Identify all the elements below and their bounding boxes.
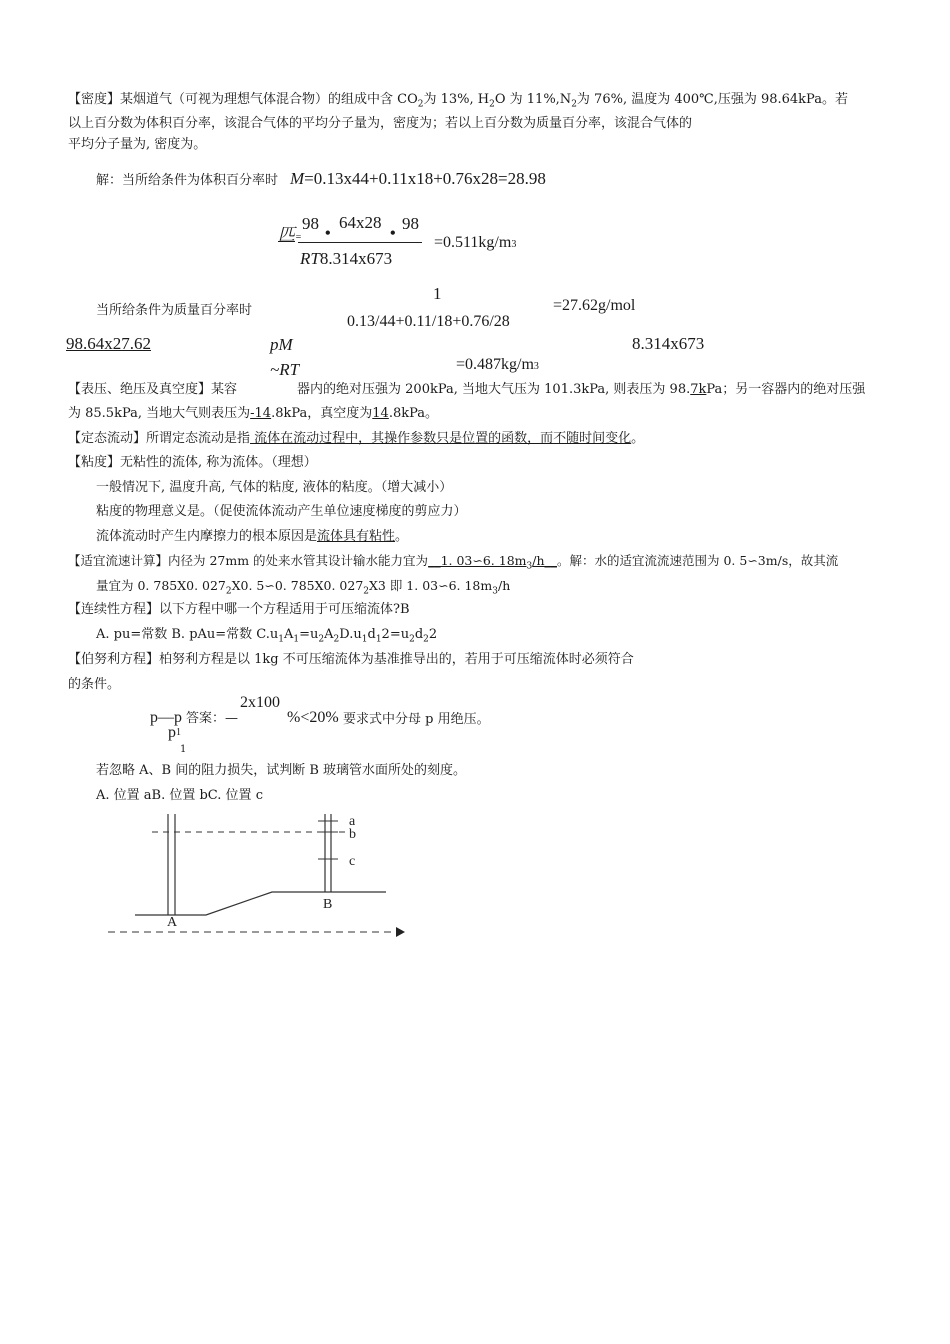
subscript: 3 [492, 586, 498, 597]
viscosity-line-2: 一般情况下, 温度升高, 气体的粘度, 液体的粘度。（增大减小） [96, 480, 453, 495]
density-line-1 [68, 91, 848, 114]
text: 2 [428, 627, 438, 642]
denominator [300, 250, 392, 268]
equals: = [295, 232, 302, 243]
continuity-options [96, 626, 437, 649]
density-line-2: 以上百分数为体积百分率，该混合气体的平均分子量为，密度为；若以上百分数为质量百分率，该混合气体的 [68, 116, 693, 131]
value: =0.487kg/m [456, 356, 534, 373]
gauge-line-2 [68, 405, 438, 423]
text: O 为 11%,N [494, 92, 572, 107]
viscosity-line-1: 【粘度】无粘性的流体, 称为流体。（理想） [68, 455, 317, 470]
superscript: 3 [533, 361, 539, 372]
flow-arrowhead [396, 927, 405, 937]
density-line-3: 平均分子量为, 密度为。 [68, 137, 207, 152]
underlined-value: -14 [250, 406, 272, 421]
continuity-question: 【连续性方程】以下方程中哪一个方程适用于可压缩流体?B [68, 602, 410, 617]
text: 2=u [381, 627, 410, 642]
pipe-diagram [100, 812, 420, 942]
fraction-bar-1 [298, 242, 422, 243]
text: 。 [631, 431, 645, 446]
numerator-b: 64x28 [339, 213, 382, 232]
flowrate-line-1 [68, 552, 838, 576]
den-8314: 8.314x673 [632, 334, 705, 353]
text: Pa；另一容器内的绝对压强 [706, 382, 866, 397]
underlined-answer: 流体在流动过程中，其操作参数只是位置的函数，而不随时间变化 [250, 431, 632, 446]
p: p [168, 724, 176, 741]
text: 为 13%, H [423, 92, 490, 107]
label-A: A [167, 915, 178, 930]
dot-1: • [325, 225, 331, 242]
rho-symbol [278, 226, 302, 247]
text: 。 [395, 529, 409, 544]
text: 【密度】某烟道气（可视为理想气体混合物）的组成中含 CO [68, 92, 418, 107]
text: X0. 5∽0. 785X0. 027 [231, 578, 364, 593]
underlined-answer: /h__ [532, 553, 557, 568]
pm-symbol: pM [270, 335, 293, 354]
rt-symbol: RT [300, 249, 320, 268]
bernoulli-percent: %<20% [287, 709, 339, 726]
text: d [367, 627, 376, 642]
subscript: 1 [176, 727, 181, 738]
subscript: 2 [363, 586, 369, 597]
text: 【表压、绝压及真空度】某容 [68, 382, 238, 397]
text: D.u [339, 627, 362, 642]
text: 【定态流动】所谓定态流动是指 [68, 431, 251, 446]
gauge-line-1 [68, 381, 865, 399]
label-c: c [349, 854, 356, 869]
value: =0.511kg/m [434, 234, 512, 251]
expression: =0.13x44+0.11x18+0.76x28=28.98 [304, 169, 546, 188]
text: 。解：水的适宜流流速范围为 0. 5∽3m/s，故其流 [557, 553, 839, 568]
bernoulli-requirement: 要求式中分母 p 用绝压。 [343, 712, 490, 727]
bernoulli-answer-label: 答案：— [186, 711, 239, 726]
text: 器内的绝对压强为 200kPa, 当地大气压为 101.3kPa, 则表压为 98. [297, 382, 691, 397]
subscript: 2 [417, 99, 424, 110]
text: Pa。 [409, 406, 439, 421]
text: A [284, 627, 294, 642]
rt-symbol: ~RT [270, 360, 300, 379]
bernoulli-p1 [168, 724, 181, 742]
subscript: 1 [293, 634, 300, 645]
bernoulli-options: A. 位置 aB. 位置 bC. 位置 c [96, 788, 263, 803]
text: 流体流动时产生内摩擦力的根本原因是 [96, 529, 318, 544]
text: .8k [388, 406, 410, 421]
underlined-value: 7k [690, 382, 707, 397]
subscript: 1 [361, 634, 368, 645]
subscript: 2 [571, 99, 577, 110]
bernoulli-numerator: 2x100 [240, 694, 280, 711]
solution-intro: 解：当所给条件为体积百分率时 [96, 173, 279, 188]
subscript: 3 [526, 561, 533, 572]
subscript: 2 [225, 586, 232, 597]
result-density-1 [434, 234, 516, 254]
text: A. pu=常数 B. pAu=常数 C.u [96, 627, 279, 642]
numerator-c: 98 [402, 214, 419, 233]
text: X3 即 1. 03∽6. 18m [369, 578, 493, 593]
den-value: 8.314x673 [319, 249, 393, 268]
text: 【适宜流速计算】内径为 27mm 的处来水管其设计输水能力宜为 [68, 553, 429, 568]
pipe-profile [135, 892, 386, 915]
bernoulli-question: 若忽略 A、B 间的阻力损失，试判断 B 玻璃管水面所处的刻度。 [96, 763, 467, 778]
subscript: 1 [278, 634, 285, 645]
fraction-denominator: 0.13/44+0.11/18+0.76/28 [347, 313, 510, 330]
steady-flow-line [68, 430, 644, 448]
rho: 匹 [278, 225, 295, 244]
numerator-98: 98.64x27.62 [66, 334, 151, 353]
subscript: 2 [333, 634, 340, 645]
text: /h [497, 578, 511, 593]
numerator-a: 98 [302, 214, 319, 233]
text: .8k [271, 406, 292, 421]
text: 为 85.5kPa, 当地大气则表压为 [68, 406, 251, 421]
dot-2: • [390, 225, 396, 242]
result-molar-mass-2: =27.62g/mol [553, 297, 636, 314]
bernoulli-line-2: 的条件。 [68, 677, 121, 692]
subscript: 1 [375, 634, 382, 645]
mass-intro: 当所给条件为质量百分率时 [96, 303, 253, 318]
label-b: b [349, 827, 356, 842]
subscript: 2 [318, 634, 325, 645]
underlined-value: 14 [372, 406, 389, 421]
text: =u [299, 627, 319, 642]
result-density-2 [456, 356, 539, 376]
symbol-m: M [290, 169, 305, 188]
text: Pa，真空度为 [291, 406, 373, 421]
molar-mass-formula [290, 170, 546, 188]
underlined-answer: __1. 03∽6. 18m [428, 553, 527, 568]
bernoulli-p1-sub: 1 [180, 744, 187, 755]
bernoulli-pp: p—p [150, 709, 182, 726]
text: d [414, 627, 424, 642]
label-a: a [349, 814, 356, 829]
subscript: 2 [489, 99, 495, 110]
label-B: B [323, 897, 333, 912]
one-numerator: 1 [433, 284, 442, 303]
superscript: 3 [511, 239, 517, 250]
underlined-answer: 流体具有粘性 [317, 529, 396, 544]
viscosity-line-4 [96, 528, 408, 546]
text: 为 76%, 温度为 400℃,压强为 98.64kPa。若 [576, 92, 848, 107]
subscript: 2 [423, 634, 429, 645]
flowrate-line-2 [96, 577, 510, 601]
text: A [324, 627, 334, 642]
subscript: 2 [409, 634, 415, 645]
bernoulli-line-1: 【伯努利方程】柏努利方程是以 1kg 不可压缩流体为基准推导出的，若用于可压缩流体时必须符合 [68, 652, 634, 667]
text: 量宜为 0. 785X0. 027 [96, 578, 226, 593]
viscosity-line-3: 粘度的物理意义是。（促使流体流动产生单位速度梯度的剪应力） [96, 504, 467, 519]
